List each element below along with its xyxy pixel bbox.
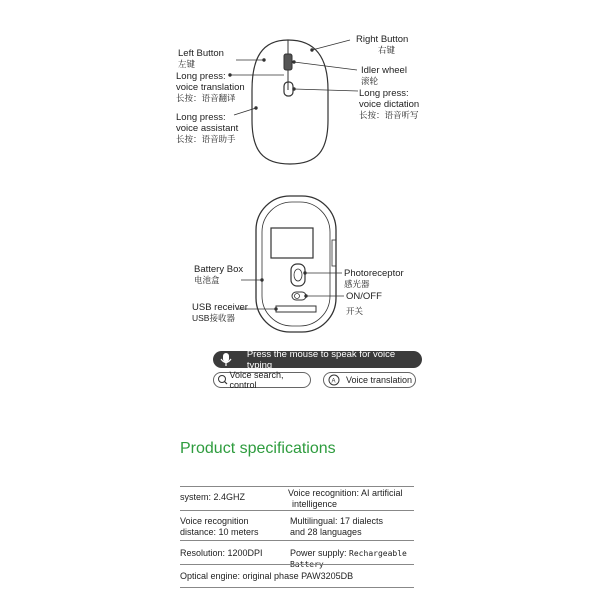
microphone-icon (213, 351, 239, 368)
spec-distance: Voice recognition distance: 10 meters (180, 516, 259, 537)
spec-resolution: Resolution: 1200DPI (180, 548, 263, 558)
voice-search-label: Voice search, control (229, 370, 284, 390)
photoreceptor-label: Photoreceptor 感光器 (344, 268, 404, 289)
long-press-assistant-label: Long press: voice assistant 长按：语音助手 (176, 112, 239, 144)
on-off-label: ON/OFF 开关 (346, 291, 382, 316)
voice-search-pill (213, 372, 311, 388)
spec-optical: Optical engine: original phase PAW3205DB (180, 571, 354, 581)
spec-row-1 (180, 486, 414, 511)
left-button-label: Left Button 左键 (178, 48, 224, 69)
battery-box-label: Battery Box 电池盒 (194, 264, 244, 285)
spec-row-4 (180, 564, 414, 588)
translate-icon (324, 373, 346, 387)
voice-typing-bar (213, 348, 422, 371)
spec-voice-recognition: Voice recognition: AI artificial intelligence (288, 488, 403, 509)
scroll-wheel (284, 54, 292, 70)
right-button-label: Right Button 右键 (356, 34, 409, 55)
spec-row-3 (180, 540, 414, 569)
idler-wheel-label: Idler wheel 滚轮 (361, 65, 407, 86)
spec-row-2 (180, 510, 414, 541)
usb-receiver-label: USB receiver USB接收器 (192, 302, 248, 323)
spec-system: system: 2.4GHZ (180, 492, 246, 502)
svg-text:A: A (331, 378, 336, 385)
voice-typing-label: Press the mouse to speak for voice typing (246, 348, 396, 371)
battery-compartment (271, 228, 313, 258)
spec-title: Product specifications (180, 440, 336, 457)
voice-translation-label: Voice translation (346, 375, 413, 385)
long-press-dictation-label: Long press: voice dictation 长按：语音听写 (359, 88, 420, 120)
usb-receiver-slot (276, 306, 316, 312)
long-press-translation-label: Long press: voice translation 长按：语音翻译 (176, 71, 245, 103)
spec-power: Power supply: Rechargeable Battery (290, 548, 407, 569)
spec-multilingual: Multilingual: 17 dialects and 28 languages (290, 516, 384, 537)
voice-translation-pill (323, 372, 416, 388)
search-icon (214, 373, 229, 387)
photoreceptor-window (291, 264, 305, 286)
